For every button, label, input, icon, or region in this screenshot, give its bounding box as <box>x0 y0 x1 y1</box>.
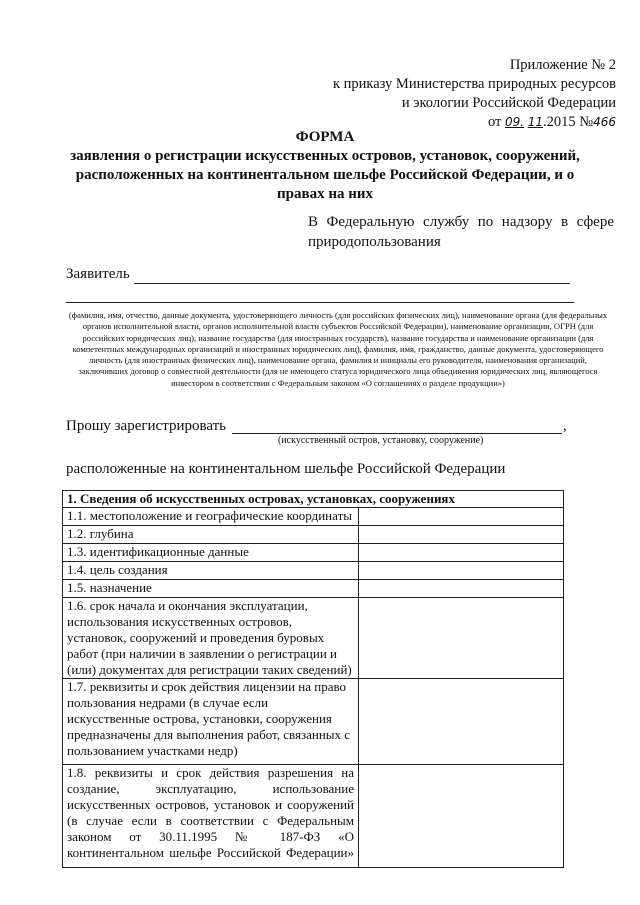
row-label-1-7: 1.7. реквизиты и срок действия лицензии на право пользования недрами (в случае если искусственные острова, установки, сооружения предназначены для выполнения работ, связанных с пользованием участками недр) <box>63 679 359 765</box>
form-heading: ФОРМА <box>295 129 355 145</box>
date-from-label: от <box>487 114 502 130</box>
table-row <box>63 580 564 598</box>
date-day: 09. <box>505 115 525 129</box>
row-label-1-1: 1.1. местоположение и географические координаты <box>63 508 359 526</box>
order-number-label: № <box>579 114 594 130</box>
applicant-note: (фамилия, имя, отчество, данные документа, удостоверяющего личность (для российских физических лиц), наименование органа (для федеральных органов исполнительной власти, органов исполнительной власти субъектов Российской Федерации), наименование организации, ОГРН (для российских юридических лиц), название государства (для иностранных государств), название государства и наименование организации (для компетентных международных организаций и иностранных юридических лиц), фамилия, имя, гражданство, данные документа, удостоверяющего личность (для иностранных физических лиц), наименование органа, фамилия и инициалы его руководителя, наименования организаций, заключивших договор о совместной деятельности (для не имеющего статуса юридического лица объединения юридических лиц, являющегося инвестором в соответствии с Федеральным законом «О соглашениях о разделе продукции») <box>68 310 608 388</box>
date-month: 11 <box>527 115 543 129</box>
table-header: 1. Сведения об искусственных островах, установках, сооружениях <box>63 491 564 508</box>
applicant-input-line-2[interactable] <box>66 302 574 303</box>
row-value-1-5[interactable] <box>359 580 564 598</box>
table-row <box>63 598 564 679</box>
appendix-number: Приложение № 2 <box>509 57 616 73</box>
order-number: 466 <box>593 115 616 129</box>
row-value-1-6[interactable] <box>359 598 564 679</box>
row-label-1-6: 1.6. срок начала и окончания эксплуатации, использования искусственных островов, установок, сооружений и проведения буровых работ (при наличии в заявлении о регистрации и (или) документах для регистрации таких сведений) <box>63 598 359 679</box>
info-table <box>62 490 564 868</box>
applicant-input-line[interactable] <box>134 283 570 284</box>
row-value-1-7[interactable] <box>359 679 564 765</box>
row-label-1-2: 1.2. глубина <box>63 526 359 544</box>
request-input-line[interactable] <box>232 433 562 434</box>
row-label-1-4: 1.4. цель создания <box>63 562 359 580</box>
row-label-1-5: 1.5. назначение <box>63 580 359 598</box>
table-row <box>63 526 564 544</box>
form-title <box>60 128 590 204</box>
request-label: Прошу зарегистрировать <box>66 418 227 434</box>
form-title-line-2: расположенных на континентальном шельфе Российской Федерации, и о <box>75 167 575 183</box>
appendix-order-line: к приказу Министерства природных ресурсов <box>332 76 616 92</box>
table-header-row <box>63 491 564 508</box>
date-year: .2015 <box>543 114 576 130</box>
located-text: расположенные на континентальном шельфе Российской Федерации <box>66 461 506 477</box>
table-row <box>63 562 564 580</box>
row-value-1-2[interactable] <box>359 526 564 544</box>
form-title-line-1: заявления о регистрации искусственных островов, установок, сооружений, <box>70 148 580 164</box>
row-value-1-8[interactable] <box>359 765 564 868</box>
row-value-1-3[interactable] <box>359 544 564 562</box>
table-row <box>63 508 564 526</box>
applicant-label: Заявитель <box>66 266 130 282</box>
form-title-line-3: правах на них <box>276 186 373 202</box>
row-value-1-1[interactable] <box>359 508 564 526</box>
row-value-1-4[interactable] <box>359 562 564 580</box>
request-hint: (искусственный остров, установку, сооружение) <box>278 435 484 446</box>
request-comma: , <box>563 418 567 434</box>
table-row <box>63 679 564 765</box>
row-label-1-3: 1.3. идентификационные данные <box>63 544 359 562</box>
table-row <box>63 544 564 562</box>
appendix-header <box>300 56 616 132</box>
row-label-1-8: 1.8. реквизиты и срок действия разрешения на создание, эксплуатацию, использование искусственных островов, установок и сооружений (в случае если в соответствии с Федеральным законом от 30.11.1995 № 187-ФЗ «О континентальном шельфе Российской Федерации» <box>63 765 359 868</box>
addressee: В Федеральную службу по надзору в сфере природопользования <box>308 214 614 250</box>
appendix-ministry-line: и экологии Российской Федерации <box>401 95 616 111</box>
table-row <box>63 765 564 868</box>
